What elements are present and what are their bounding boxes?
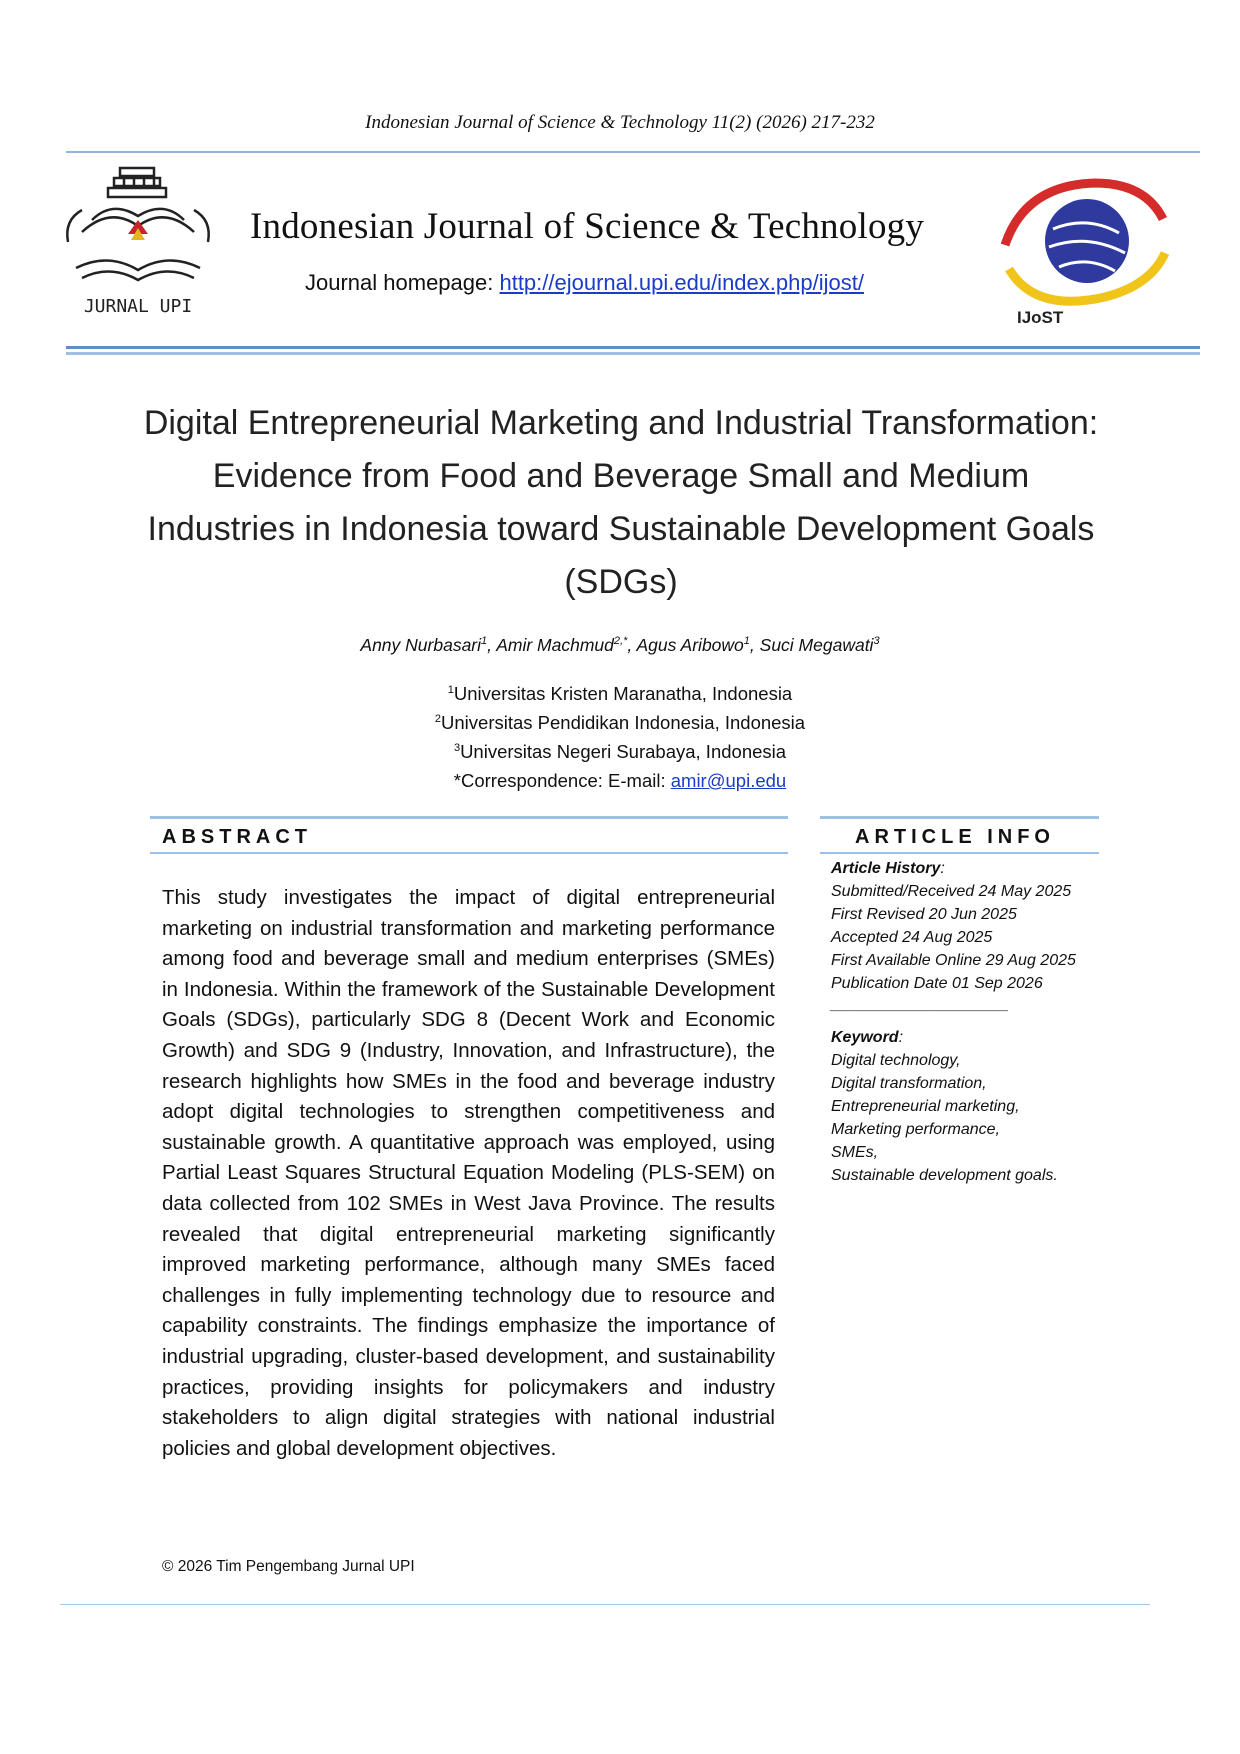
ijost-logo-text: IJoST [1017, 308, 1064, 327]
jurnal-upi-logo [62, 160, 222, 325]
correspondence-email-link[interactable]: amir@upi.edu [670, 770, 787, 791]
journal-homepage [305, 270, 864, 296]
abstract-heading: ABSTRACT [162, 826, 312, 848]
author-affil-sup: 1 [743, 635, 750, 648]
header-double-rule-bottom [66, 352, 1200, 355]
history-item: First Available Online 29 Aug 2025 [831, 952, 1076, 969]
journal-title: Indonesian Journal of Science & Technology [250, 206, 925, 247]
copyright-notice: © 2026 Tim Pengembang Jurnal UPI [162, 1558, 415, 1575]
info-header-rule-bottom [820, 852, 1099, 854]
footer-divider [60, 1604, 1150, 1605]
affiliation-3: $^3$Universitas Negeri Surabaya, Indonesia [453, 741, 787, 762]
journal-citation: Indonesian Journal of Science & Technology 11(2) (2026) 217-232 [365, 112, 875, 133]
author-list: Anny Nurbasari$^1$, Amir Machmud$^{2,*}$, Agus Aribowo$^1$, Suci Megawati$^3$ [360, 635, 880, 655]
keyword-item: Digital transformation, [831, 1075, 987, 1092]
keyword-label: Keyword [831, 1029, 899, 1046]
jurnal-upi-logo-text: JURNAL UPI [83, 296, 193, 317]
correspondence: *Correspondence: E-mail: amir@upi.edu [453, 770, 787, 791]
keyword-list: Keyword: Digital technology, Digital transformation, Entrepreneurial marketing, Marketing performance, SMEs, Sustainable development goals. [831, 1026, 1058, 1187]
history-item: Accepted 24 Aug 2025 [831, 929, 993, 946]
history-item: Publication Date 01 Sep 2026 [831, 975, 1043, 992]
abstract-header-rule-top [150, 816, 788, 819]
abstract-header-rule-bottom [150, 852, 788, 854]
keyword-item: Digital technology, [831, 1052, 961, 1069]
info-separator: ____________________ [831, 996, 1009, 1013]
affiliation-1: $^1$Universitas Kristen Maranatha, Indonesia [447, 683, 793, 704]
abstract-body: This study investigates the impact of digital entrepreneurial marketing on industrial transformation and marketing performance among food and beverage small and medium enterprises (SMEs) in Indonesia. Within the framework of the Sustainable Development Goals (SDGs), particularly SDG 8 (Decent Work and Economic Growth) and SDG 9 (Industry, Innovation, and Infrastructure), the research highlights how SMEs in the food and beverage industry adopt digital technologies to strengthen competitiveness and sustainable growth. A quantitative approach was employed, using Partial Least Squares Structural Equation Modeling (PLS-SEM) on data collected from 102 SMEs in West Java Province. The results revealed that digital entrepreneurial marketing significantly improved marketing performance, although many SMEs faced challenges in fully implementing technology due to resource and capability constraints. The findings emphasize the importance of industrial upgrading, cluster-based development, and sustainability practices, providing insights for policymakers and industry stakeholders to align digital strategies with national industrial policies and global development objectives. [162, 886, 775, 1460]
author-affil-sup: 3 [873, 635, 880, 648]
author-affil-sup: 1 [481, 635, 488, 648]
history-item: Submitted/Received 24 May 2025 [831, 883, 1072, 900]
keyword-item: Sustainable development goals. [831, 1167, 1058, 1184]
homepage-link[interactable]: http://ejournal.upi.edu/index.php/ijost/ [499, 270, 864, 295]
author-name: Suci Megawati [759, 635, 874, 655]
ijost-logo [995, 175, 1175, 335]
keyword-item: Marketing performance, [831, 1121, 1000, 1138]
article-history-label: Article History [831, 860, 941, 877]
article-history: Article History: Submitted/Received 24 May 2025 First Revised 20 Jun 2025 Accepted 24 Aug 2025 First Available Online 29 Aug 2025 Publication Date 01 Sep 2026 [831, 857, 1076, 995]
homepage-label: Journal homepage: [305, 270, 500, 295]
header-divider [66, 151, 1200, 153]
info-header-rule-top [820, 816, 1099, 819]
keyword-item: SMEs, [831, 1144, 879, 1161]
author-name: Anny Nurbasari [360, 635, 482, 655]
history-item: First Revised 20 Jun 2025 [831, 906, 1017, 923]
author-affil-sup: 2,* [613, 635, 628, 648]
article-info-heading: ARTICLE INFO [855, 826, 1055, 848]
header-double-rule-top [66, 346, 1200, 349]
affiliation-2: $^2$Universitas Pendidikan Indonesia, Indonesia [434, 712, 806, 733]
author-name: Amir Machmud [496, 635, 614, 655]
paper-title: Digital Entrepreneurial Marketing and Industrial Transformation: Evidence from Food and Beverage Small and Medium Industries in Indonesia toward Sustainable Development Goals (SDGs) [143, 404, 1099, 601]
author-name: Agus Aribowo [636, 635, 744, 655]
keyword-item: Entrepreneurial marketing, [831, 1098, 1020, 1115]
